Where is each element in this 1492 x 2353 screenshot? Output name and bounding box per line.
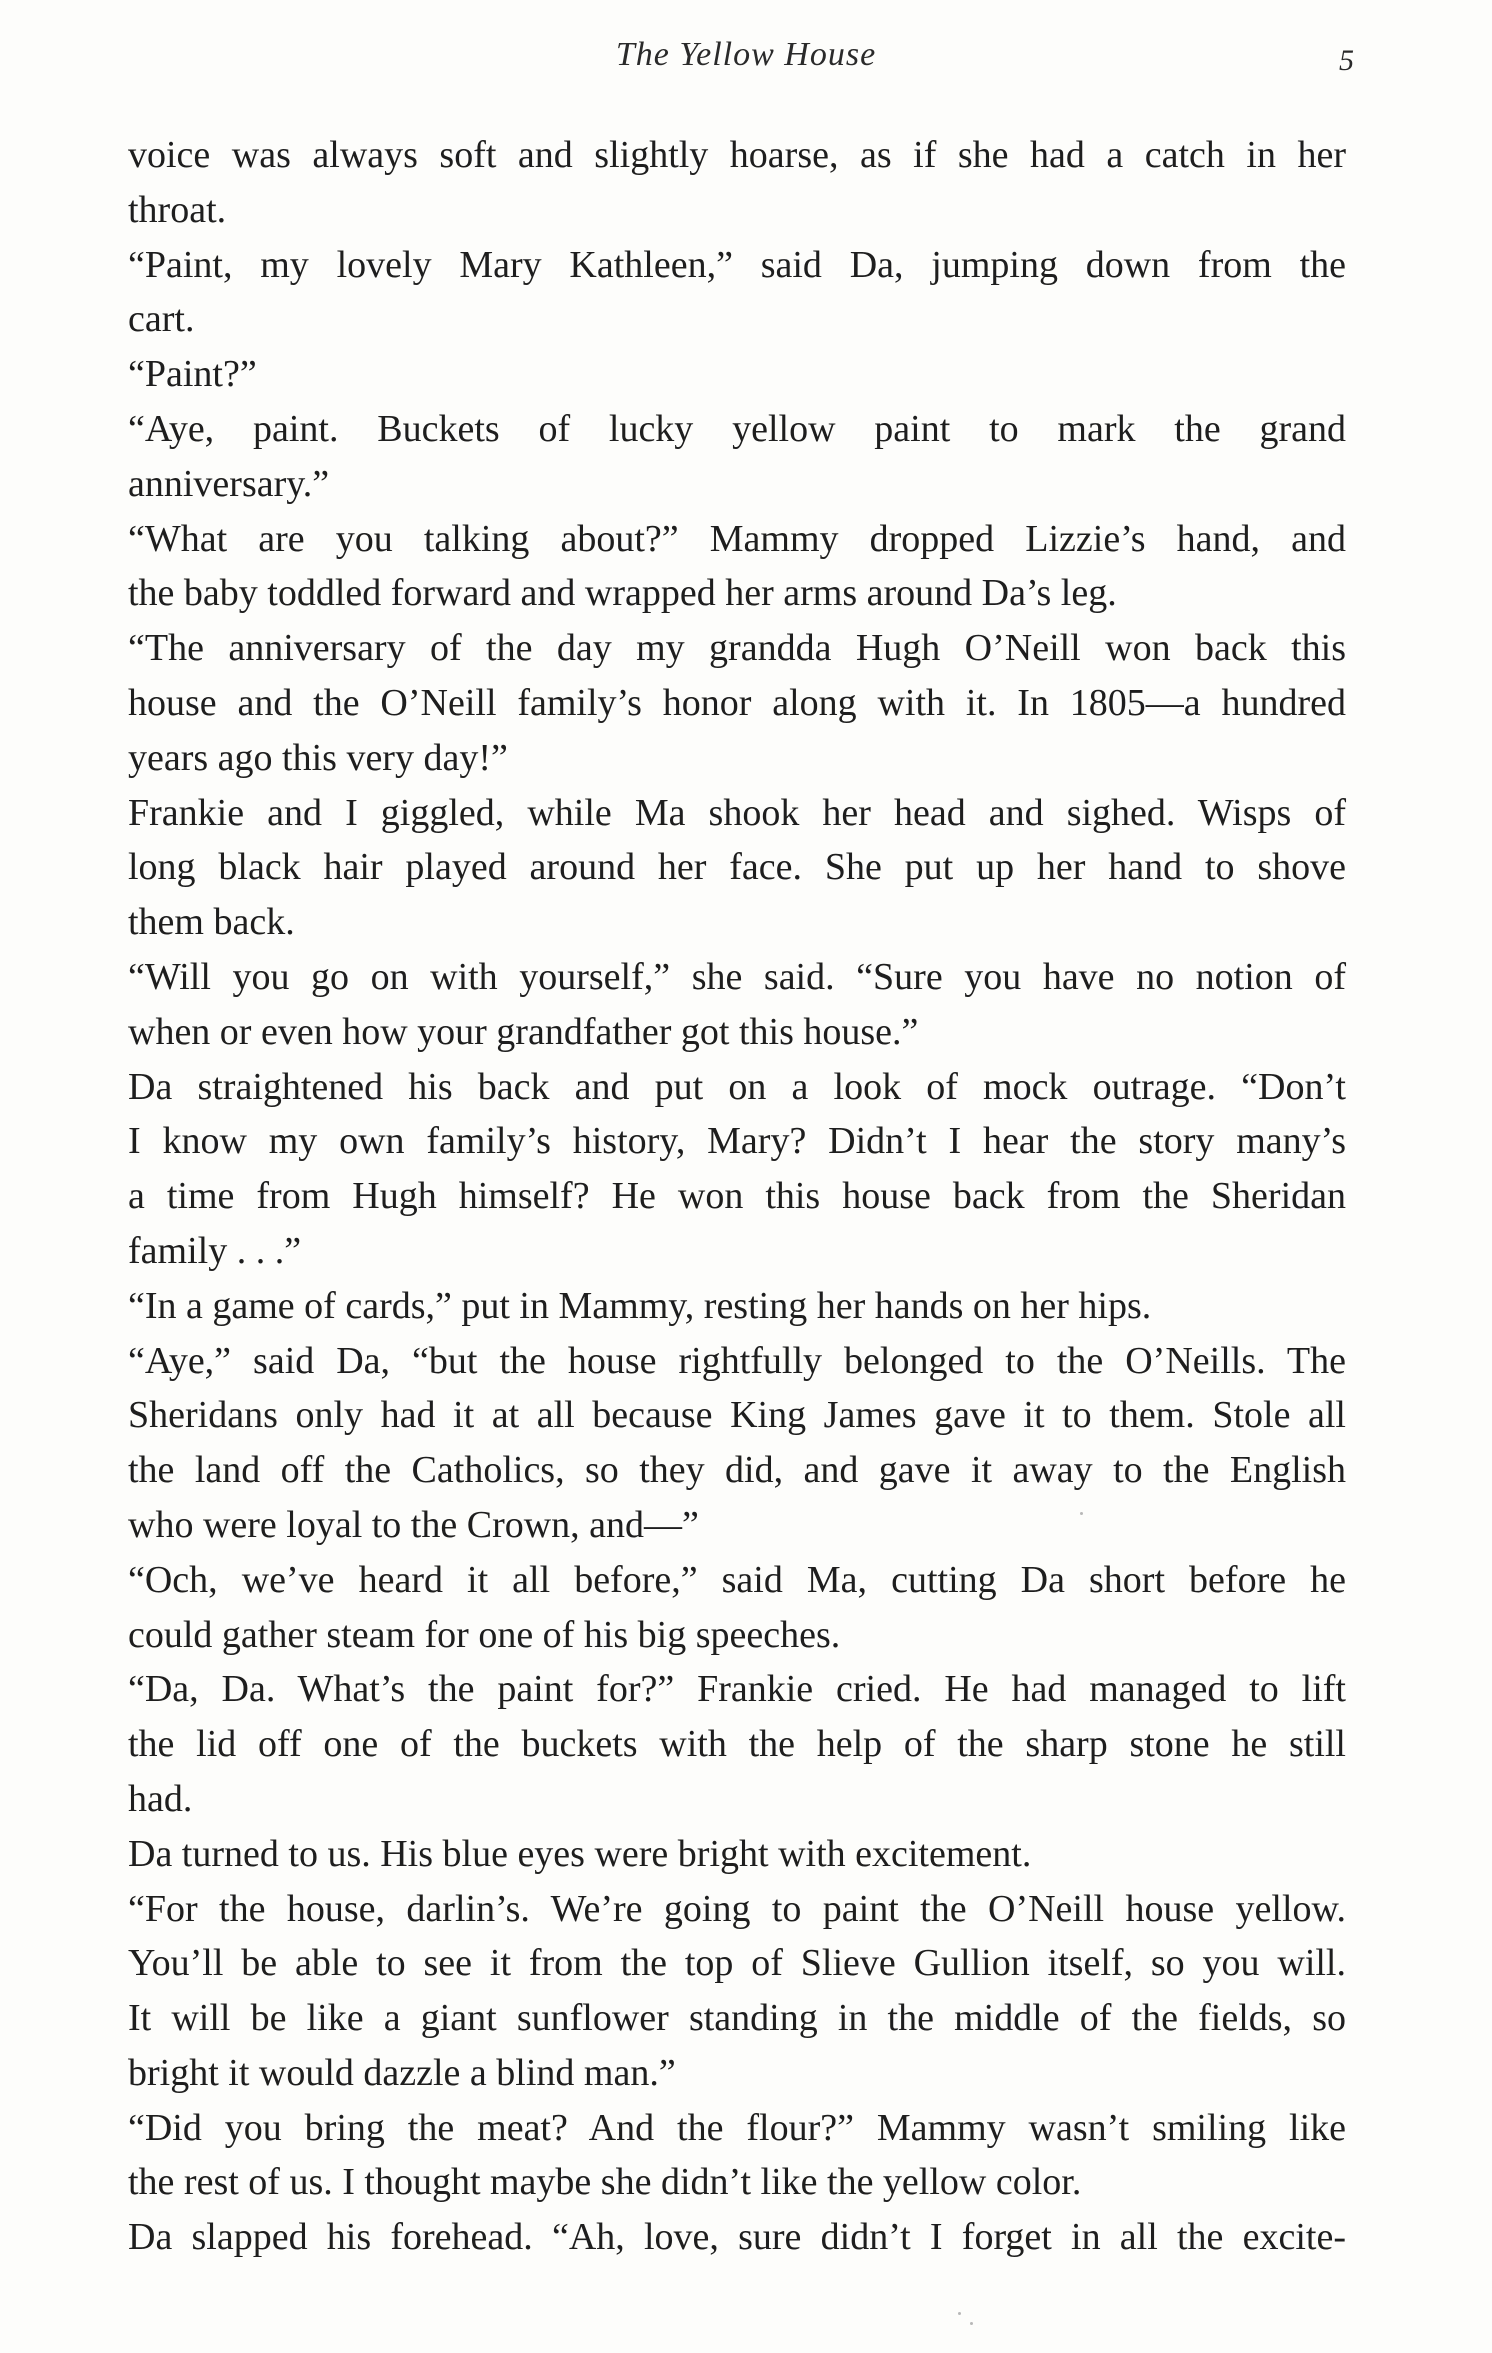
text-line: “In a game of cards,” put in Mammy, resting her hands on her hips. (128, 1284, 1152, 1327)
body-text (128, 128, 1346, 2265)
text-line: “Paint, my lovely Mary Kathleen,” said Da, jumping down from the (128, 243, 1346, 286)
text-line: cart. (128, 298, 195, 341)
text-line: the rest of us. I thought maybe she didn’t like the yellow color. (128, 2161, 1082, 2204)
text-line: “Aye, paint. Buckets of lucky yellow paint to mark the grand (128, 407, 1346, 450)
text-line: family . . .” (128, 1229, 302, 1272)
text-line: Da straightened his back and put on a look of mock outrage. “Don’t (128, 1065, 1346, 1108)
text-line: Da turned to us. His blue eyes were bright with excitement. (128, 1832, 1032, 1875)
text-line: long black hair played around her face. She put up her hand to shove (128, 846, 1346, 889)
text-line: You’ll be able to see it from the top of Slieve Gullion itself, so you will. (128, 1942, 1346, 1985)
text-line: the land off the Catholics, so they did, and gave it away to the English (128, 1449, 1346, 1492)
text-line: throat. (128, 188, 227, 231)
scan-speck (970, 2322, 973, 2325)
text-line: who were loyal to the Crown, and—” (128, 1503, 699, 1546)
text-line: “Will you go on with yourself,” she said. “Sure you have no notion of (128, 955, 1346, 998)
page-number: 5 (1339, 44, 1354, 77)
text-line: “Did you bring the meat? And the flour?” Mammy wasn’t smiling like (128, 2106, 1346, 2149)
text-line: I know my own family’s history, Mary? Didn’t I hear the story many’s (128, 1120, 1346, 1163)
scan-speck (958, 2312, 961, 2315)
text-line: the baby toddled forward and wrapped her arms around Da’s leg. (128, 572, 1117, 615)
text-line: years ago this very day!” (128, 736, 508, 779)
text-line: anniversary.” (128, 462, 330, 505)
text-line: the lid off one of the buckets with the help of the sharp stone he still (128, 1723, 1346, 1766)
text-line: “For the house, darlin’s. We’re going to paint the O’Neill house yellow. (128, 1887, 1346, 1930)
text-line: It will be like a giant sunflower standing in the middle of the fields, so (128, 1997, 1346, 2040)
text-line: when or even how your grandfather got this house.” (128, 1010, 919, 1053)
text-line: them back. (128, 901, 295, 944)
text-line: house and the O’Neill family’s honor along with it. In 1805—a hundred (128, 681, 1346, 724)
text-line: a time from Hugh himself? He won this house back from the Sheridan (128, 1175, 1346, 1218)
text-line: voice was always soft and slightly hoarse, as if she had a catch in her (128, 134, 1346, 176)
text-line: “The anniversary of the day my grandda Hugh O’Neill won back this (128, 627, 1346, 670)
text-line: had. (128, 1777, 193, 1820)
text-line: “Da, Da. What’s the paint for?” Frankie cried. He had managed to lift (128, 1668, 1346, 1711)
text-line: “Aye,” said Da, “but the house rightfully belonged to the O’Neills. The (128, 1339, 1346, 1382)
text-line: “What are you talking about?” Mammy dropped Lizzie’s hand, and (128, 517, 1346, 560)
text-line: “Och, we’ve heard it all before,” said Ma, cutting Da short before he (128, 1558, 1346, 1601)
running-title: The Yellow House (615, 36, 877, 73)
text-line: could gather steam for one of his big speeches. (128, 1613, 841, 1656)
text-line: Frankie and I giggled, while Ma shook her head and sighed. Wisps of (128, 791, 1346, 834)
text-line: bright it would dazzle a blind man.” (128, 2051, 676, 2094)
scan-speck (1080, 1512, 1083, 1515)
text-line: Da slapped his forehead. “Ah, love, sure didn’t I forget in all the excite- (128, 2216, 1346, 2259)
text-line: Sheridans only had it at all because King James gave it to them. Stole all (128, 1394, 1346, 1437)
text-line: “Paint?” (128, 353, 257, 396)
